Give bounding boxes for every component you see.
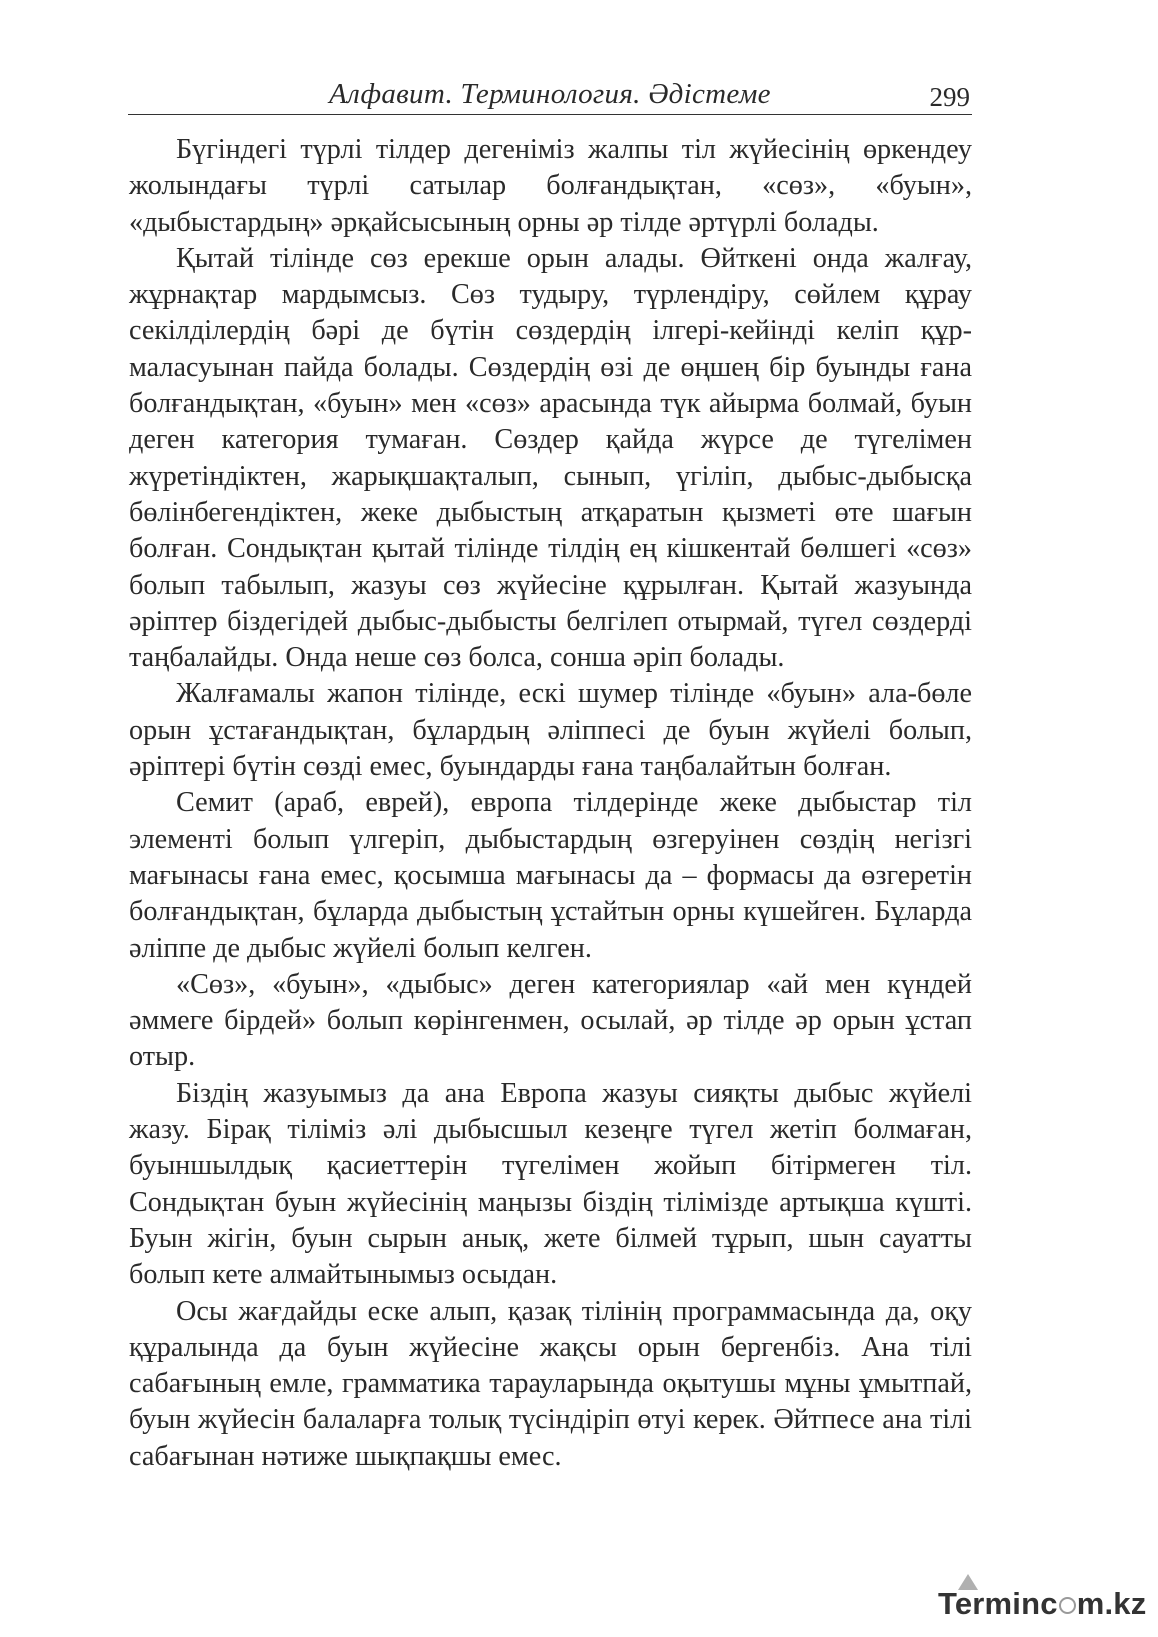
watermark-text-c: c xyxy=(1040,1586,1058,1621)
paragraph: «Сөз», «буын», «дыбыс» деген категориялар «ай мен күндей әммеге бірдей» болып көрінгенмен, осылай, әр тілде әр орын ұстап отыр. xyxy=(129,968,972,1073)
paragraph: Біздің жазуымыз да ана Европа жазуы сияқты дыбыс жүйелі жазу. Бірақ тіліміз әлі дыбысшыл кезеңге түгел жетіп болмаған, буыншылдық қасиеттерін түгелімен жойып бітірмеген тіл. Сондықтан буын жүйесінің маңызы біздің тілімізде артықша күшті. Буын жігін, буын сырын анық, жете білмей тұрып, шын сауатты болып кете алмайтынымыз осыдан. xyxy=(129,1077,972,1291)
page-number: 299 xyxy=(929,82,970,112)
watermark-text-start: Termin xyxy=(938,1586,1041,1621)
body-text xyxy=(129,132,972,1475)
watermark-logo xyxy=(938,1586,1146,1622)
watermark-text-end: m.kz xyxy=(1076,1586,1147,1621)
paragraph: Осы жағдайды еске алып, қазақ тілінің программасында да, оқу құралында да буын жүйесіне жақсы орын бергенбіз. Ана тілі сабағының емле, грамматика тарауларында оқытушы мұны ұмытпай, буын жүйесін балаларға толық түсіндіріп өтуі керек. Әйтпесе ана тілі сабағынан нәтиже шықпақшы емес. xyxy=(129,1295,972,1472)
running-title: Алфавит. Терминология. Әдістеме xyxy=(329,78,771,110)
paragraph: Қытай тілінде сөз ерекше орын алады. Өйткені онда жалғау, жұрнақтар мардымсыз. Сөз тудыру, түрлендіру, сөйлем құрау секілділердің бәрі де бүтін сөздердің ілгері-кейінді келіп құрмаласуынан пайда болады. Сөздердің өзі де өңшең бір буынды ғана болғандықтан, «буын» мен «сөз» арасында түк айырма болмай, буын деген категория тумаған. Сөздер қайда жүрсе де түгелімен жүретіндіктен, жарықшақталып, сынып, үгіліп, дыбыс-дыбысқа бөлінбегендіктен, жеке дыбыстың атқаратын қызметі өте шағын болған. Сондықтан қытай тілінде тілдің ең кішкентай бөлшегі «сөз» болып табылып, жазуы сөз жүйесіне құрылған. Қытай жазуында әріптер біздегідей дыбыс-дыбысты белгілеп отырмай, түгел сөздерді таңбалайды. Онда неше сөз болса, сонша әріп болады. xyxy=(129,242,972,674)
paragraph: Семит (араб, еврей), европа тілдерінде жеке дыбыстар тіл элементі болып үлгеріп, дыбыстардың өзгеруінен сөздің негізгі мағынасы ғана емес, қосымша мағынасы да – формасы да өзгеретін болғандықтан, бұларда дыбыстың ұстайтын орны күшейген. Бұларда әліппе де дыбыс жүйелі болып келген. xyxy=(129,787,972,964)
paragraph: Жалғамалы жапон тілінде, ескі шумер тілінде «буын» ала-бөле орын ұстағандықтан, бұлардың әліппесі де буын жүйелі болып, әріптері бүтін сөзді емес, буындарды ғана таңбалайтын болған. xyxy=(129,678,972,783)
magnifier-icon xyxy=(1059,1597,1076,1614)
running-header xyxy=(128,74,972,115)
paragraph: Бүгіндегі түрлі тілдер дегеніміз жалпы тіл жүйесінің өркендеу жолындағы түрлі сатылар болғандықтан, «сөз», «буын», «дыбыстардың» әрқайсысының орны әр тілде әртүрлі болады. xyxy=(129,134,972,238)
